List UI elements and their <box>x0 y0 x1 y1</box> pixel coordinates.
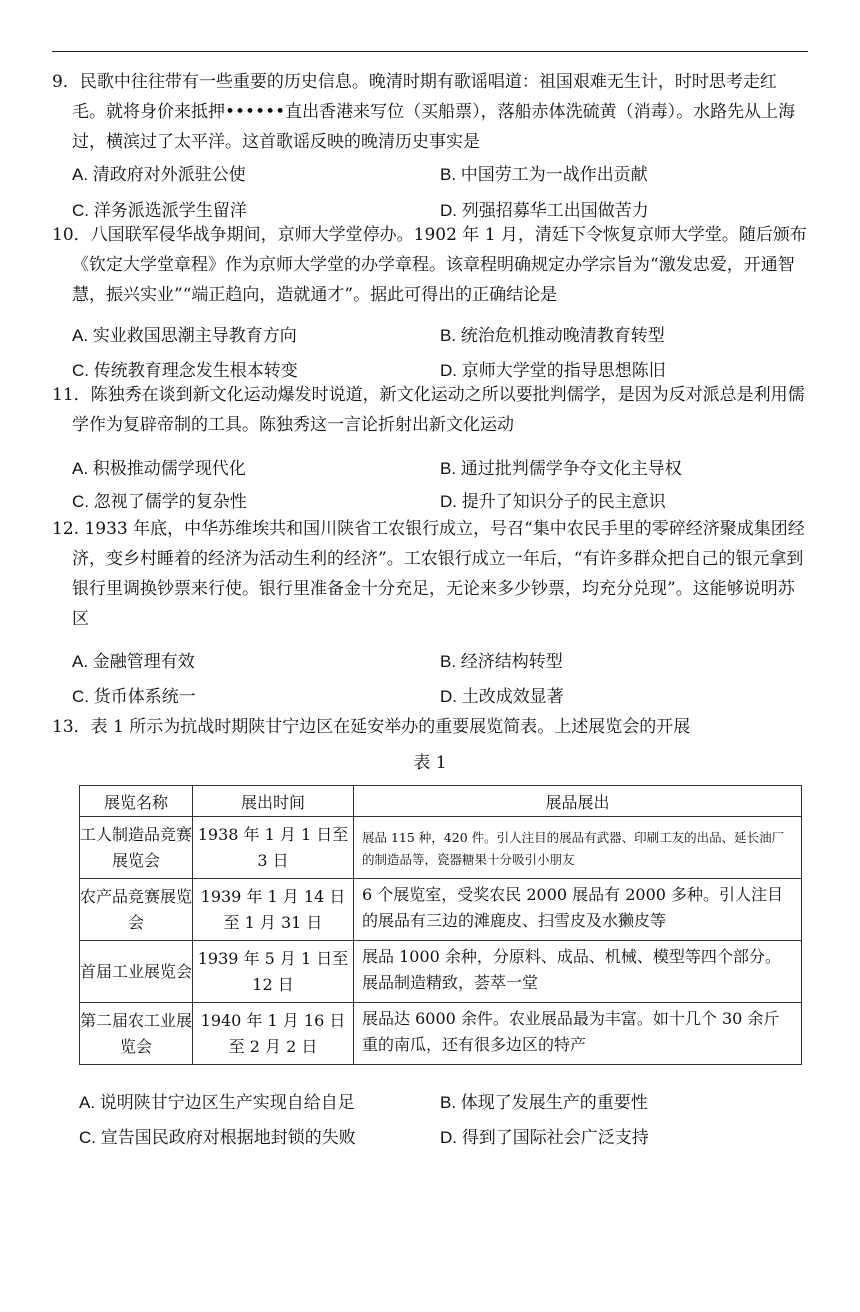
question-9-stem: 9．民歌中往往带有一些重要的历史信息。晚清时期有歌谣唱道：祖国艰难无生计，时时思考走红毛。就将身价来抵押••••••直出香港来写位（买船票），落船赤体洗硫黄（消毒）。水路先从上海过，横滨过了太平洋。这首歌谣反映的晚清历史事实是 <box>52 72 796 152</box>
exhibition-items: 展品 115 种，420 件。引人注目的展品有武器、印刷工友的出品、延长油厂的制造品等，瓷器糖果十分吸引小朋友 <box>354 817 802 879</box>
table-row <box>80 1003 802 1065</box>
question-10-stem: 10．八国联军侵华战争期间，京师大学堂停办。1902 年 1 月，清廷下令恢复京师大学堂。随后颁布《钦定大学堂章程》作为京师大学堂的办学章程。该章程明确规定办学宗旨为“激发忠爱，开通智慧，振兴实业”“端正趋向，造就通才”。据此可得出的正确结论是 <box>52 225 807 305</box>
table-row <box>80 879 802 941</box>
option-12b[interactable]: B. 经济结构转型 <box>440 652 563 671</box>
option-10c[interactable]: C. 传统教育理念发生根本转变 <box>72 361 298 380</box>
exhibition-time: 1938 年 1 月 1 日至 3 日 <box>193 817 354 879</box>
option-10d[interactable]: D. 京师大学堂的指导思想陈旧 <box>440 361 666 380</box>
question-11 <box>52 380 808 440</box>
table-caption: 表 1 <box>413 753 447 773</box>
question-13 <box>52 712 808 742</box>
option-9b[interactable]: B. 中国劳工为一战作出贡献 <box>440 165 648 184</box>
exhibition-name: 农产品竞赛展览会 <box>80 879 193 941</box>
question-13-stem: 13．表 1 所示为抗战时期陕甘宁边区在延安举办的重要展览简表。上述展览会的开展 <box>52 717 691 737</box>
option-13c[interactable]: C. 宣告国民政府对根据地封锁的失败 <box>79 1128 356 1147</box>
question-11-stem: 11．陈独秀在谈到新文化运动爆发时说道，新文化运动之所以要批判儒学，是因为反对派总是利用儒学作为复辟帝制的工具。陈独秀这一言论折射出新文化运动 <box>52 385 805 435</box>
exhibition-items: 展品达 6000 余件。农业展品最为丰富。如十几个 30 余斤重的南瓜，还有很多边区的特产 <box>354 1003 802 1065</box>
exhibition-name: 首届工业展览会 <box>80 941 193 1003</box>
option-9d[interactable]: D. 列强招募华工出国做苦力 <box>440 201 649 220</box>
exhibition-name: 工人制造品竞赛展览会 <box>80 817 193 879</box>
exhibition-time: 1940 年 1 月 16 日至 2 月 2 日 <box>193 1003 354 1065</box>
option-11a[interactable]: A. 积极推动儒学现代化 <box>72 459 246 478</box>
exhibition-time: 1939 年 1 月 14 日至 1 月 31 日 <box>193 879 354 941</box>
header-items: 展品展出 <box>354 786 802 817</box>
option-11c[interactable]: C. 忽视了儒学的复杂性 <box>72 492 247 511</box>
option-10b[interactable]: B. 统治危机推动晚清教育转型 <box>440 326 665 345</box>
option-9a[interactable]: A. 清政府对外派驻公使 <box>72 165 246 184</box>
option-13a[interactable]: A. 说明陕甘宁边区生产实现自给自足 <box>79 1093 355 1112</box>
question-9 <box>52 67 808 157</box>
exhibition-name: 第二届农工业展览会 <box>80 1003 193 1065</box>
option-13b[interactable]: B. 体现了发展生产的重要性 <box>440 1093 648 1112</box>
option-12c[interactable]: C. 货币体系统一 <box>72 687 196 706</box>
option-12d[interactable]: D. 土改成效显著 <box>440 687 564 706</box>
question-12-stem: 12. 1933 年底，中华苏维埃共和国川陕省工农银行成立，号召“集中农民手里的零碎经济聚成集团经济，变乡村睡着的经济为活动生利的经济”。工农银行成立一年后，“有许多群众把自己的银元拿到银行里调换钞票来行使。银行里准备金十分充足，无论来多少钞票，均充分兑现”。这能够说明苏区 <box>52 519 805 629</box>
exhibition-items: 6 个展览室，受奖农民 2000 展品有 2000 多种。引人注目的展品有三边的滩鹿皮、扫雪皮及水獭皮等 <box>354 879 802 941</box>
exhibition-table <box>79 785 802 1065</box>
option-11d[interactable]: D. 提升了知识分子的民主意识 <box>440 492 666 511</box>
exhibition-items: 展品 1000 余种，分原料、成品、机械、模型等四个部分。展品制造精致，荟萃一堂 <box>354 941 802 1003</box>
table-row <box>80 817 802 879</box>
table-header-row <box>80 786 802 817</box>
option-11b[interactable]: B. 通过批判儒学争夺文化主导权 <box>440 459 682 478</box>
header-time: 展出时间 <box>193 786 354 817</box>
header-name: 展览名称 <box>80 786 193 817</box>
table-row <box>80 941 802 1003</box>
exhibition-time: 1939 年 5 月 1 日至 12 日 <box>193 941 354 1003</box>
header-rule <box>52 51 808 52</box>
option-10a[interactable]: A. 实业救国思潮主导教育方向 <box>72 326 297 345</box>
option-9c[interactable]: C. 洋务派选派学生留洋 <box>72 201 247 220</box>
option-12a[interactable]: A. 金融管理有效 <box>72 652 195 671</box>
option-13d[interactable]: D. 得到了国际社会广泛支持 <box>440 1128 649 1147</box>
question-12 <box>52 514 808 634</box>
question-10 <box>52 220 808 310</box>
